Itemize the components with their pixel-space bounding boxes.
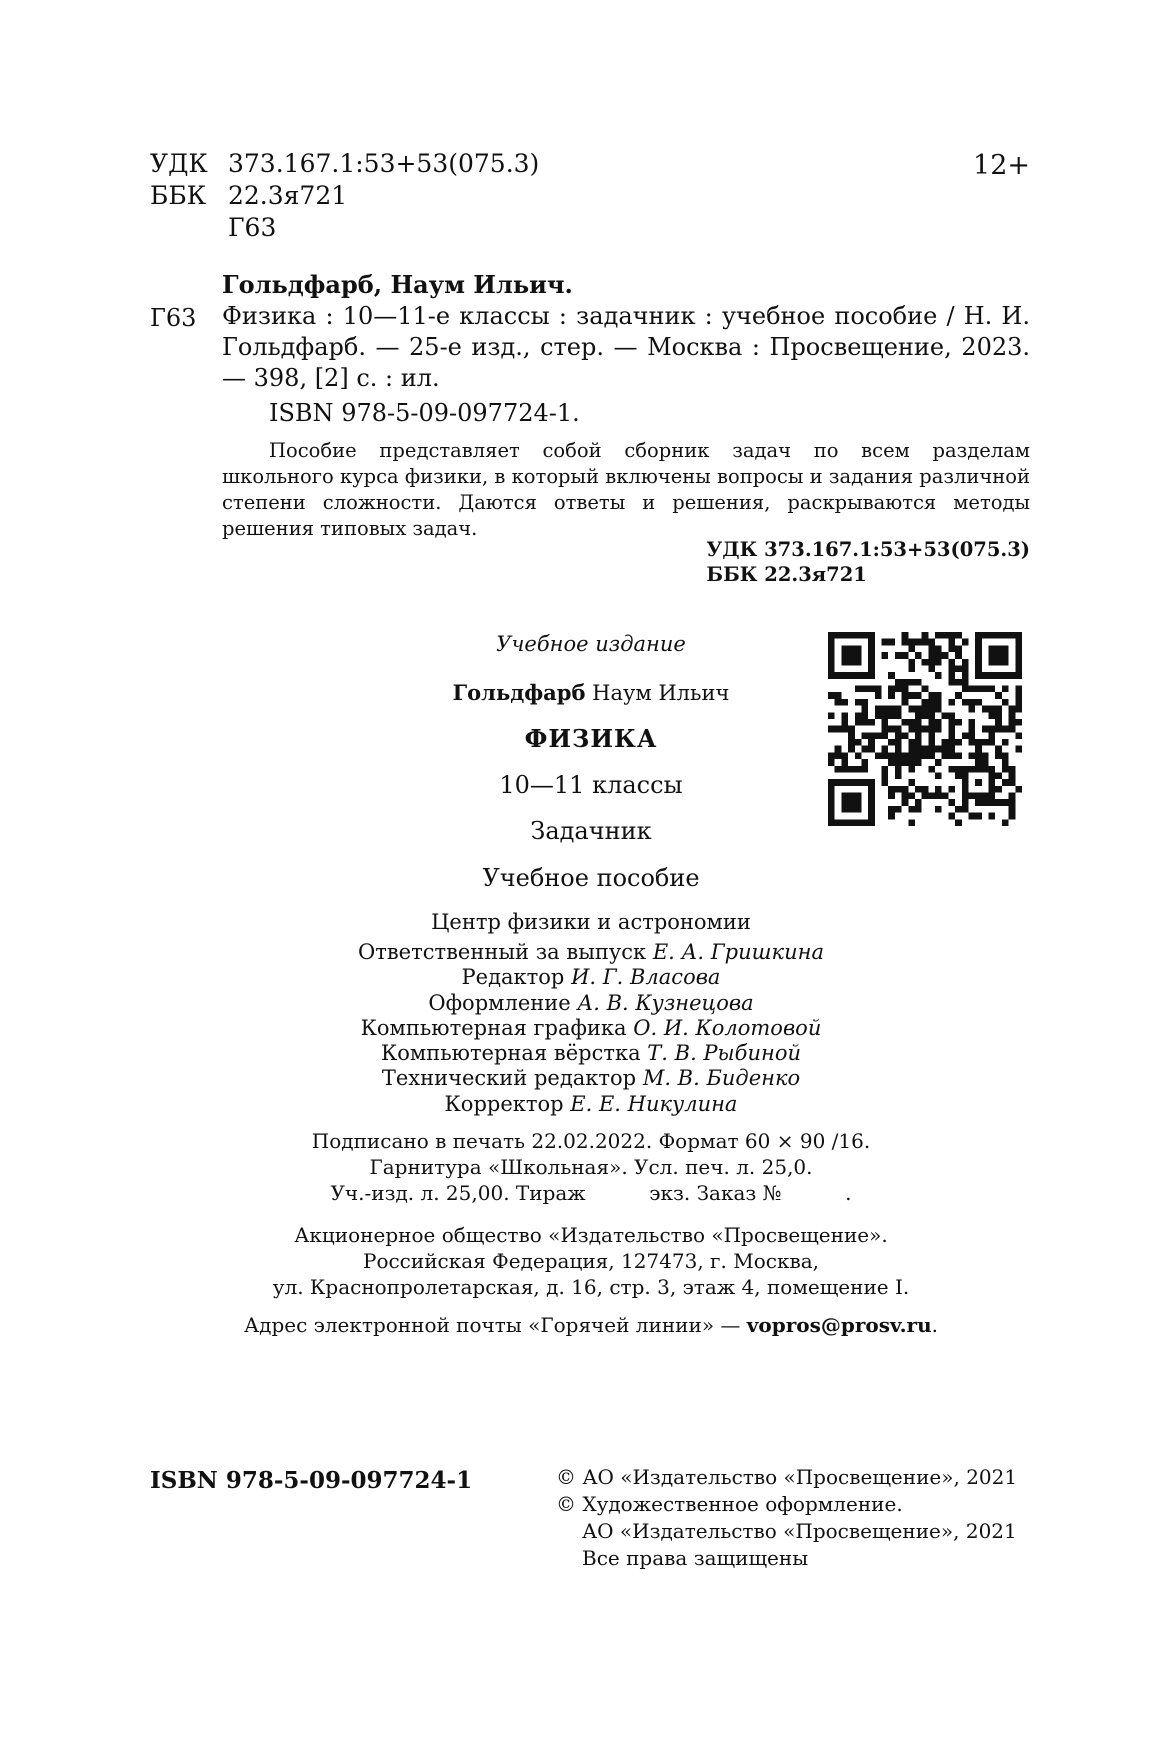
staff-name: Т. В. Рыбиной [647, 1041, 801, 1066]
staff-role: Компьютерная вёрстка [381, 1041, 641, 1066]
udk-summary [706, 537, 1030, 587]
staff-name: О. И. Колотовой [633, 1015, 822, 1040]
staff-name: И. Г. Власова [571, 965, 721, 990]
udk-summary-bbk: ББК 22.3я721 [706, 563, 867, 586]
email-address[interactable]: vopros@prosv.ru [746, 1313, 932, 1337]
staff-row [0, 1066, 1166, 1091]
staff-row [0, 1016, 1166, 1041]
copyright-line: АО «Издательство «Просвещение», 2021 [582, 1519, 1017, 1543]
qr-code-icon [828, 632, 1022, 826]
copyright-block [556, 1464, 1017, 1572]
staff-row [0, 1041, 1166, 1066]
staff-role: Редактор [461, 965, 565, 990]
staff-row [0, 991, 1166, 1016]
hotline-email [0, 1313, 1166, 1337]
age-rating: 12+ [973, 150, 1030, 181]
isbn-bottom: ISBN 978-5-09-097724-1 [150, 1467, 473, 1494]
copyright-line: © Художественное оформление. [556, 1492, 903, 1516]
print-info [0, 1128, 1166, 1206]
udk-summary-udk: УДК 373.167.1:53+53(075.3) [706, 538, 1030, 561]
bib-author-heading: Гольдфарб, Наум Ильич. [222, 270, 573, 299]
book-title: ФИЗИКА [524, 724, 658, 753]
email-prefix: Адрес электронной почты «Горячей линии» — [243, 1313, 741, 1337]
bbk-value: 22.3я721 [228, 181, 348, 210]
edition-type: Учебное издание [496, 632, 686, 656]
editorial-centre: Центр физики и астрономии [431, 910, 751, 934]
staff-name: А. В. Кузнецова [577, 990, 754, 1015]
copyright-line: © АО «Издательство «Просвещение», 2021 [556, 1465, 1018, 1489]
bbk-label: ББК [150, 181, 207, 210]
bib-description: Физика : 10—11-е классы : задачник : учебное пособие / Н. И. Гольдфарб. — 25-е изд., стер. — Москва : Просвещение, 2023. — 398, [2] с. : ил. [222, 302, 1030, 392]
publisher-line: ул. Краснопролетарская, д. 16, стр. 3, этаж 4, помещение I. [272, 1275, 910, 1299]
staff-list [0, 940, 1166, 1117]
author-mark: Г63 [228, 213, 277, 242]
print-info-line: Гарнитура «Школьная». Усл. печ. л. 25,0. [369, 1155, 813, 1179]
annotation: Пособие представляет собой сборник задач по всем разделам школьного курса физики, в который включены вопросы и задания различной степени сложности. Даются ответы и решения, раскрываются методы решения типовых задач. [222, 439, 1030, 540]
staff-role: Компьютерная графика [360, 1015, 627, 1040]
print-info-line: Подписано в печать 22.02.2022. Формат 60 × 90 /16. [311, 1129, 871, 1153]
imprint-author-surname: Гольдфарб [452, 680, 586, 705]
bib-isbn: ISBN 978-5-09-097724-1. [269, 399, 580, 427]
staff-role: Ответственный за выпуск [358, 940, 647, 964]
email-suffix: . [931, 1313, 938, 1337]
book-kind: Задачник [530, 817, 652, 845]
staff-row [0, 1092, 1166, 1117]
staff-row [0, 940, 1166, 965]
staff-name: М. В. Биденко [642, 1066, 801, 1091]
imprint-author-name: Наум Ильич [592, 681, 730, 705]
staff-role: Корректор [444, 1091, 564, 1116]
book-grades: 10—11 классы [499, 771, 683, 799]
udk-label: УДК [150, 149, 208, 178]
staff-role: Технический редактор [381, 1066, 637, 1091]
bib-author-code: Г63 [150, 304, 197, 332]
rights-reserved: Все права защищены [582, 1546, 809, 1570]
book-form: Учебное пособие [482, 864, 700, 892]
staff-role: Оформление [428, 990, 571, 1015]
publisher-address [0, 1222, 1166, 1300]
publisher-line: Российская Федерация, 127473, г. Москва, [362, 1249, 819, 1273]
publisher-line: Акционерное общество «Издательство «Просвещение». [294, 1223, 888, 1247]
staff-name: Е. Е. Никулина [570, 1091, 738, 1116]
staff-row [0, 965, 1166, 990]
print-info-line: Уч.-изд. л. 25,00. Тираж экз. Заказ № . [330, 1181, 852, 1205]
staff-name: Е. А. Гришкина [652, 940, 824, 964]
udk-value: 373.167.1:53+53(075.3) [228, 149, 540, 178]
